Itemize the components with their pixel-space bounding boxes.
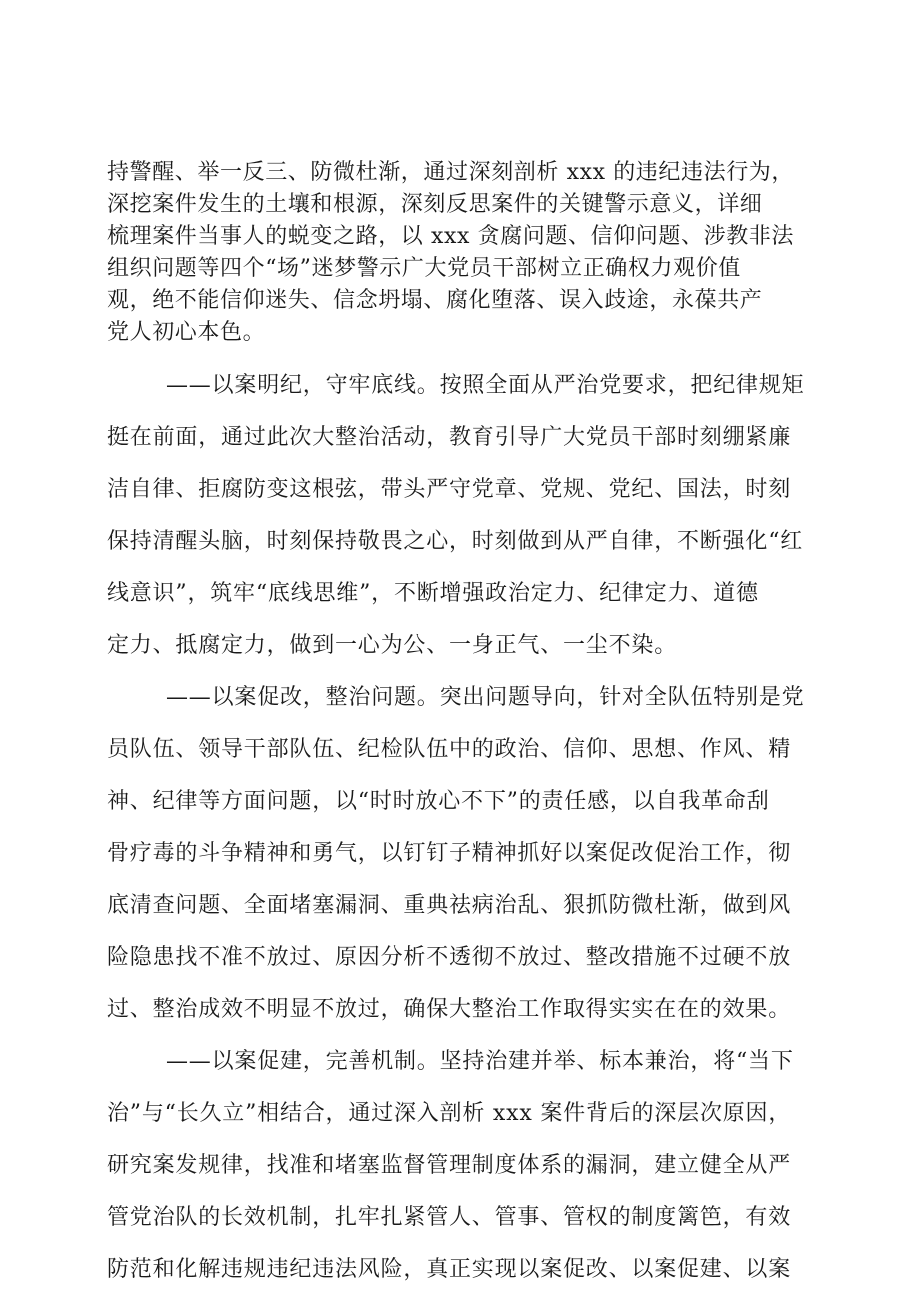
text-line: 党人初心本色。 (107, 320, 266, 345)
text-line: 骨疗毒的斗争精神和勇气，以钉钉子精神抓好以案促改促治工作，彻 (107, 841, 792, 866)
text-line: 定力、抵腐定力，做到一心为公、一身正气、一尘不染。 (107, 633, 678, 658)
text-line: 持警醒、举一反三、防微杜渐，通过深刻剖析 xxx 的违纪违法行为， (107, 160, 795, 185)
text-line: ——以案明纪，守牢底线。按照全面从严治党要求，把纪律规矩 (166, 373, 805, 398)
text-line: 组织问题等四个“场”迷梦警示广大党员干部树立正确权力观价值 (107, 256, 741, 281)
text-line: 洁自律、拒腐防变这根弦，带头严守党章、党规、党纪、国法，时刻 (107, 477, 792, 502)
text-line: 底清查问题、全面堵塞漏洞、重典祛病治乱、狠抓防微杜渐，做到风 (107, 893, 792, 918)
text-line: 过、整治成效不明显不放过，确保大整治工作取得实实在在的效果。 (107, 997, 792, 1022)
text-line: 防范和化解违规违纪违法风险，真正实现以案促改、以案促建、以案 (107, 1257, 792, 1282)
text-line: 管党治队的长效机制，扎牢扎紧管人、管事、管权的制度篱笆，有效 (107, 1205, 792, 1230)
text-line: 研究案发规律，找准和堵塞监督管理制度体系的漏洞，建立健全从严 (107, 1153, 792, 1178)
text-line: 梳理案件当事人的蜕变之路，以 xxx 贪腐问题、信仰问题、涉教非法 (107, 224, 795, 249)
text-line: 线意识”，筑牢“底线思维”，不断增强政治定力、纪律定力、道德 (107, 581, 759, 606)
text-line: 员队伍、领导干部队伍、纪检队伍中的政治、信仰、思想、作风、精 (107, 737, 792, 762)
text-line: 险隐患找不准不放过、原因分析不透彻不放过、整改措施不过硬不放 (107, 945, 792, 970)
text-line: 观，绝不能信仰迷失、信念坍塌、腐化堕落、误入歧途，永葆共产 (107, 288, 763, 313)
text-line: 治”与“长久立”相结合，通过深入剖析 xxx 案件背后的深层次原因， (107, 1101, 792, 1126)
text-line: 深挖案件发生的土壤和根源，深刻反思案件的关键警示意义，详细 (107, 192, 763, 217)
text-line: 保持清醒头脑，时刻保持敬畏之心，时刻做到从严自律，不断强化“红 (107, 529, 804, 554)
text-line: 神、纪律等方面问题，以“时时放心不下”的责任感，以自我革命刮 (107, 789, 770, 814)
text-line: 挺在前面，通过此次大整治活动，教育引导广大党员干部时刻绷紧廉 (107, 425, 792, 450)
text-line: ——以案促建，完善机制。坚持治建并举、标本兼治，将“当下 (166, 1049, 794, 1074)
text-line: ——以案促改，整治问题。突出问题导向，针对全队伍特别是党 (166, 685, 805, 710)
